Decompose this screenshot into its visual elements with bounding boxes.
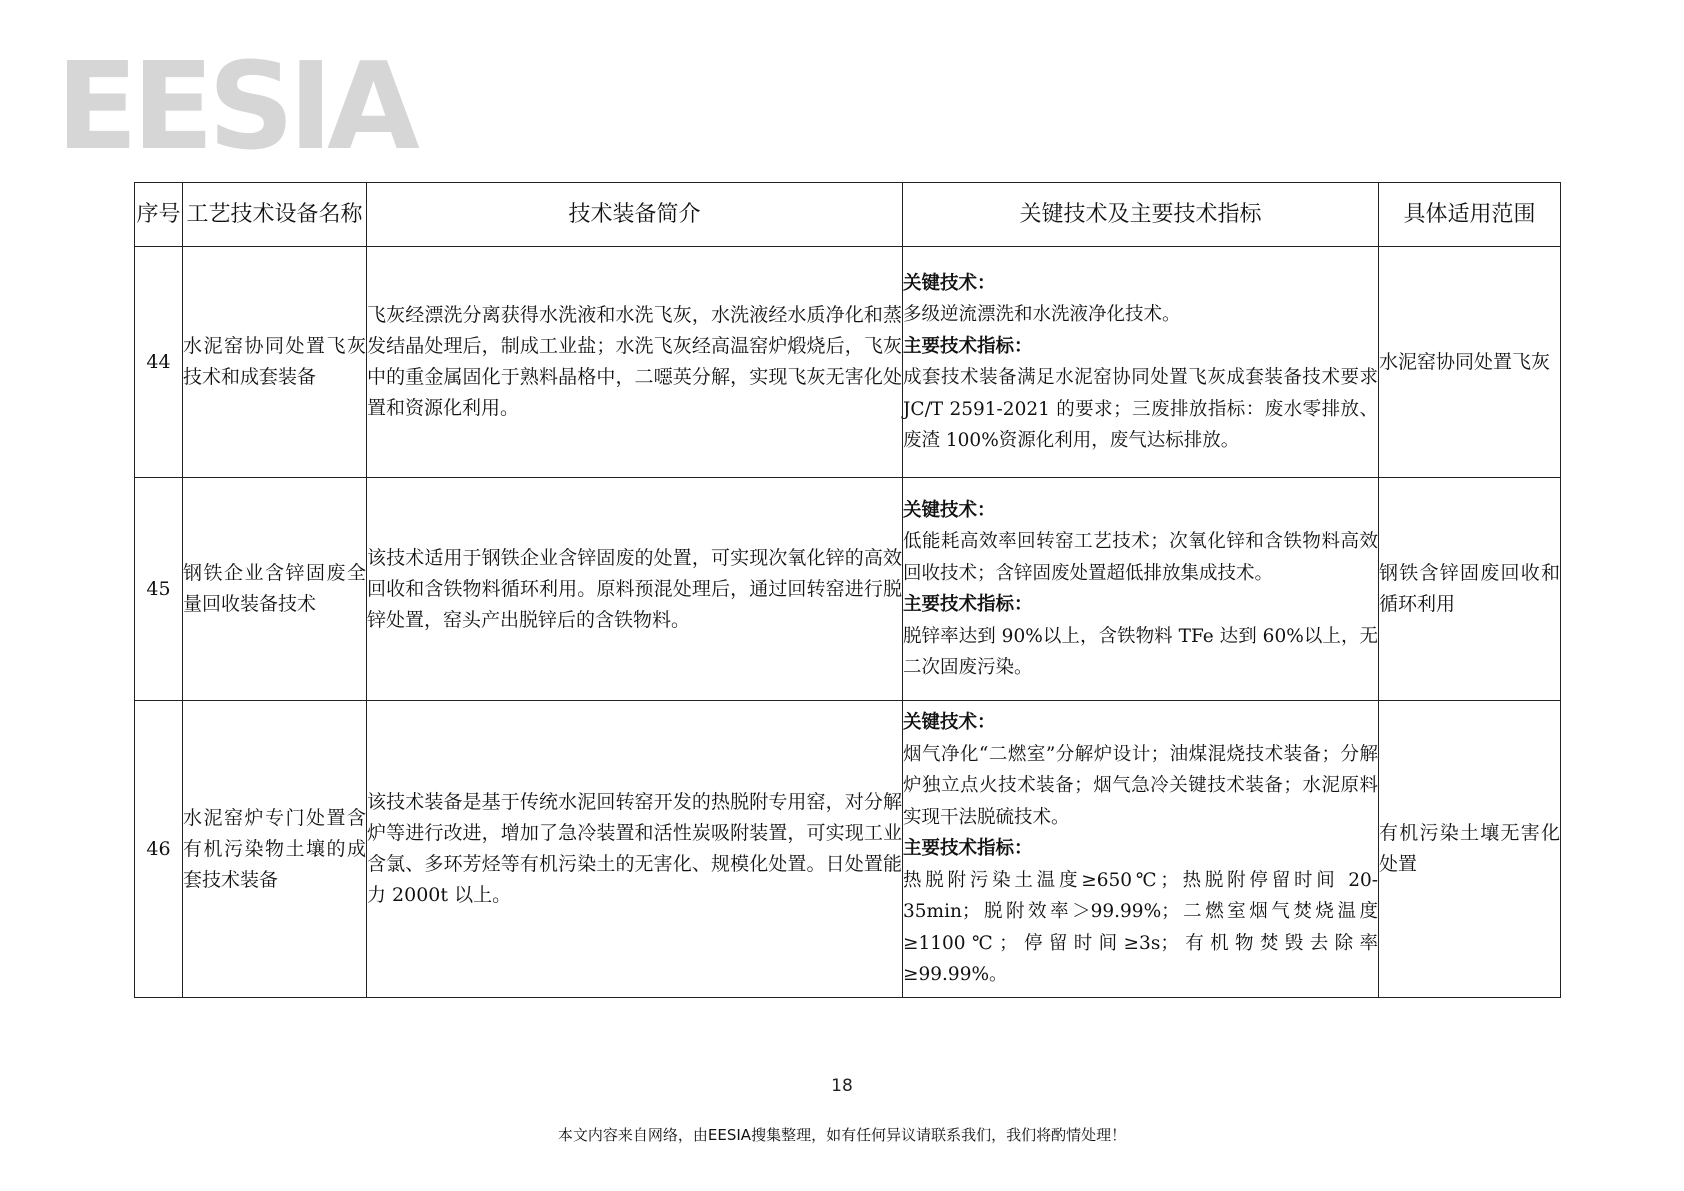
row-name: 水泥窑协同处置飞灰技术和成套装备: [183, 247, 367, 478]
row-description: 该技术适用于钢铁企业含锌固废的处置，可实现次氧化锌的高效回收和含铁物料循环利用。原料预混处理后，通过回转窑进行脱锌处置，窑头产出脱锌后的含铁物料。: [367, 478, 903, 701]
row-scope: 钢铁含锌固废回收和循环利用: [1379, 478, 1561, 701]
eesia-logo: EESIA: [56, 38, 414, 177]
header-name: 工艺技术设备名称: [183, 183, 367, 247]
equipment-table: [134, 182, 1561, 998]
main-index-text: 成套技术装备满足水泥窑协同处置飞灰成套装备技术要求 JC/T 2591-2021 的要求；三废排放指标：废水零排放、废渣 100%资源化利用，废气达标排放。: [903, 367, 1378, 451]
header-no: 序号: [135, 183, 183, 247]
page-number: 18: [831, 1076, 853, 1096]
row-number: 44: [135, 247, 183, 478]
key-tech-label: 关键技术：: [903, 499, 996, 521]
row-description: 飞灰经漂洗分离获得水洗液和水洗飞灰，水洗液经水质净化和蒸发结晶处理后，制成工业盐；水洗飞灰经高温窑炉煅烧后，飞灰中的重金属固化于熟料晶格中，二噁英分解，实现飞灰无害化处置和资源化利用。: [367, 247, 903, 478]
table-row: [135, 701, 1561, 998]
row-description: 该技术装备是基于传统水泥回转窑开发的热脱附专用窑，对分解炉等进行改进，增加了急冷装置和活性炭吸附装置，可实现工业含氯、多环芳烃等有机污染土的无害化、规模化处置。日处置能力 2000t 以上。: [367, 701, 903, 998]
header-desc: 技术装备简介: [367, 183, 903, 247]
main-index-text: 脱锌率达到 90%以上，含铁物料 TFe 达到 60%以上，无二次固废污染。: [903, 625, 1378, 678]
row-scope: 有机污染土壤无害化处置: [1379, 701, 1561, 998]
key-tech-text: 低能耗高效率回转窑工艺技术；次氧化锌和含铁物料高效回收技术；含锌固废处置超低排放集成技术。: [903, 531, 1378, 584]
key-tech-label: 关键技术：: [903, 712, 996, 734]
header-scope: 具体适用范围: [1379, 183, 1561, 247]
main-index-label: 主要技术指标：: [903, 838, 1033, 860]
main-index-label: 主要技术指标：: [903, 594, 1033, 615]
table-row: [135, 247, 1561, 478]
row-key-tech: [903, 701, 1379, 998]
row-scope: 水泥窑协同处置飞灰: [1379, 247, 1561, 478]
table-header-row: [135, 183, 1561, 247]
row-number: 46: [135, 701, 183, 998]
key-tech-text: 烟气净化“二燃室”分解炉设计；油煤混烧技术装备；分解炉独立点火技术装备；烟气急冷关键技术装备；水泥原料实现干法脱硫技术。: [903, 743, 1378, 828]
header-key: 关键技术及主要技术指标: [903, 183, 1379, 247]
row-number: 45: [135, 478, 183, 701]
row-name: 水泥窑炉专门处置含有机污染物土壤的成套技术装备: [183, 701, 367, 998]
main-index-label: 主要技术指标：: [903, 335, 1033, 357]
key-tech-text: 多级逆流漂洗和水洗液净化技术。: [903, 304, 1181, 325]
key-tech-label: 关键技术：: [903, 272, 996, 294]
main-index-text: 热脱附污染土温度≥650℃；热脱附停留时间 20-35min；脱附效率＞99.99%；二燃室烟气焚烧温度≥1100℃；停留时间≥3s；有机物焚毁去除率≥99.99%。: [903, 869, 1378, 986]
footer-disclaimer: 本文内容来自网络，由EESIA搜集整理，如有任何异议请联系我们，我们将酌情处理！: [557, 1126, 1127, 1144]
row-key-tech: [903, 247, 1379, 478]
row-key-tech: [903, 478, 1379, 701]
row-name: 钢铁企业含锌固废全量回收装备技术: [183, 478, 367, 701]
table-row: [135, 478, 1561, 701]
